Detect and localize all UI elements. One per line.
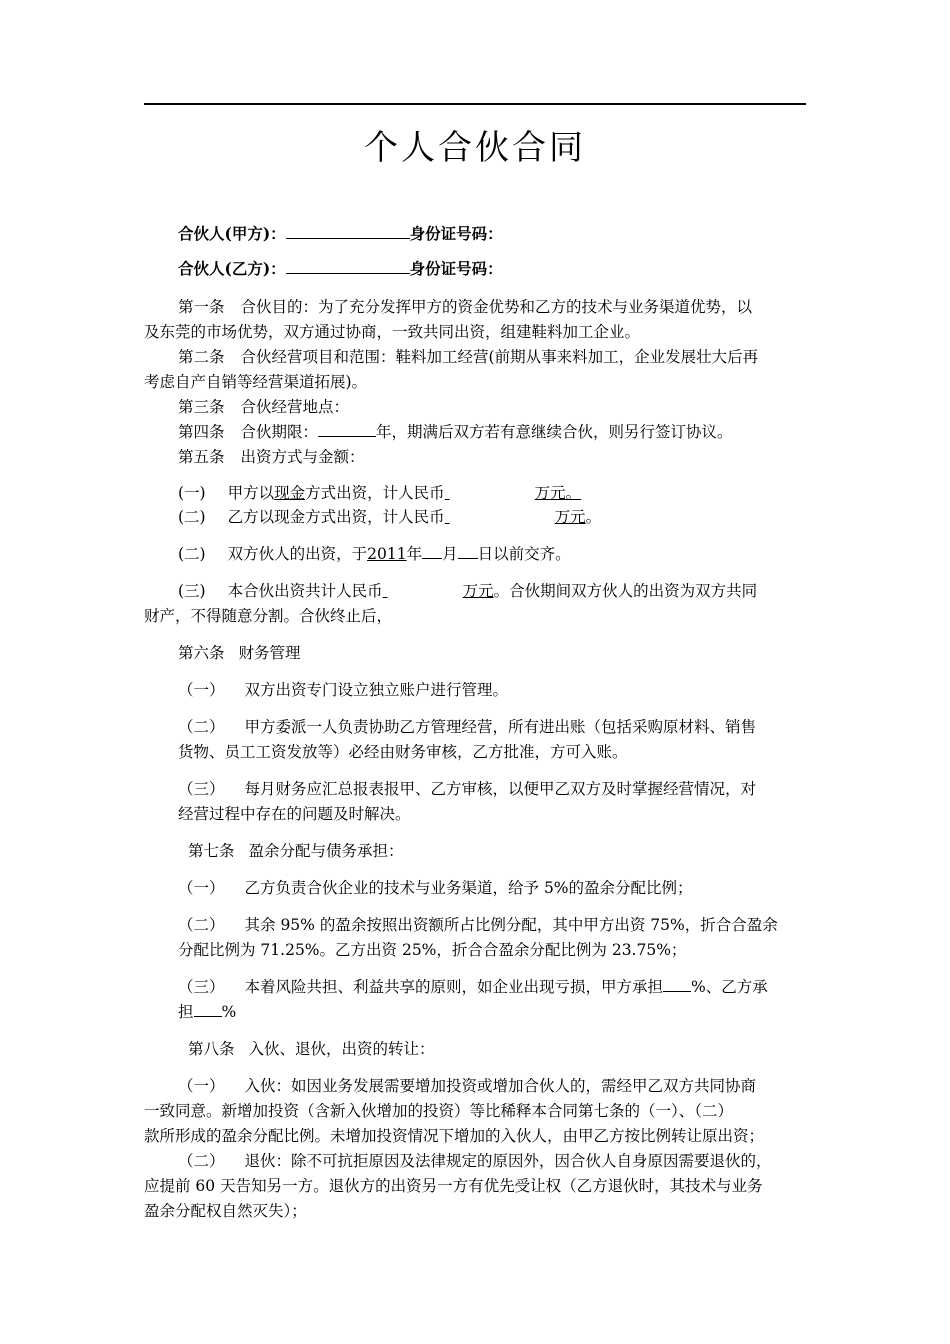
- article-8-item-1: [178, 1074, 756, 1098]
- article-4-line: [178, 420, 733, 444]
- item-number: （二）: [178, 718, 225, 736]
- party-b-line: [178, 257, 503, 281]
- article-3-line: [178, 395, 349, 419]
- item-text: 本合伙出资共计人民币: [227, 582, 383, 600]
- article-5-item-4: [178, 579, 757, 603]
- article-6-item-1: [178, 678, 508, 702]
- party-a-blank: [286, 222, 410, 239]
- article-8-item-2-line-3: 盈余分配权自然灭失）；: [144, 1202, 307, 1220]
- page-title: 个人合伙合同: [364, 128, 586, 168]
- article-6-item-2-line-2: 货物、员工工资发放等）必经由财务审核，乙方批准，方可入账。: [178, 743, 628, 761]
- item-text: 年: [406, 545, 423, 563]
- article-3-head: 第三条: [178, 398, 225, 416]
- article-1-head: 第一条: [178, 298, 225, 316]
- article-7-head: 第七条: [188, 842, 235, 860]
- article-7-item-1: [178, 876, 693, 900]
- item-number: (二): [178, 545, 206, 563]
- item-text: 双方出资专门设立独立账户进行管理。: [244, 681, 509, 699]
- item-number: (三): [178, 582, 206, 600]
- article-6-text: 财务管理: [238, 644, 301, 662]
- loss-share-b-blank: [194, 1000, 222, 1017]
- item-number: （一）: [178, 879, 225, 897]
- article-7-line: [188, 839, 404, 863]
- item-text: 乙方负责合伙企业的技术与业务渠道，给予 5%的盈余分配比例；: [244, 879, 693, 897]
- article-2-line-1: [178, 345, 758, 369]
- amount-blank: [445, 481, 535, 505]
- item-text: 方式出资，计人民币: [305, 484, 445, 502]
- article-7-item-3-line-2: [178, 1000, 236, 1024]
- article-6-item-2: [178, 715, 756, 739]
- article-7-item-3: [178, 975, 768, 999]
- item-number: （二）: [178, 1152, 225, 1170]
- unit-underlined: 万元。: [534, 484, 582, 502]
- party-b-label: 合伙人(乙方)：: [178, 259, 286, 278]
- item-text: 月: [442, 545, 458, 563]
- item-text: 双方伙人的出资，于: [227, 545, 368, 563]
- party-b-id-label: 身份证号码：: [409, 259, 503, 278]
- item-text: 担: [178, 1003, 194, 1021]
- item-text: 甲方以: [227, 484, 275, 502]
- article-6-line: [178, 641, 301, 665]
- article-8-item-1-line-2: 一致同意。新增加投资（含新入伙增加的投资）等比稀释本合同第七条的（一）、（二）: [144, 1102, 734, 1120]
- article-3-text: 合伙经营地点：: [240, 398, 350, 416]
- loss-share-a-blank: [663, 975, 691, 992]
- cash-underlined: 现金: [274, 484, 306, 502]
- amount-blank: [383, 579, 463, 603]
- amount-blank: [445, 505, 555, 529]
- article-5-item-4-line-2: 财产，不得随意分割。合伙终止后，: [144, 607, 393, 625]
- item-text: 退伙：除不可抗拒原因及法律规定的原因外，因合伙人自身原因需要退伙的，: [244, 1152, 772, 1170]
- article-8-item-2: [178, 1149, 772, 1173]
- unit-underlined: 万元: [462, 582, 494, 600]
- item-number: (一): [178, 484, 206, 502]
- item-text: 。合伙期间双方伙人的出资为双方共同: [493, 582, 758, 600]
- article-6-item-3-line-2: 经营过程中存在的问题及时解决。: [178, 805, 411, 823]
- article-5-line: [178, 445, 365, 469]
- article-6-item-3: [178, 777, 756, 801]
- article-2-head: 第二条: [178, 348, 225, 366]
- party-a-id-label: 身份证号码：: [409, 224, 503, 243]
- item-text: 其余 95% 的盈余按照出资额所占比例分配，其中甲方出资 75%，折合合盈余: [244, 916, 778, 934]
- unit-underlined: 万元: [554, 508, 586, 526]
- article-5-item-3: [178, 542, 571, 566]
- article-7-text: 盈余分配与债务承担：: [248, 842, 404, 860]
- article-4-post: 年，期满后双方若有意继续合伙，则另行签订协议。: [376, 423, 733, 441]
- article-8-item-2-line-2: 应提前 60 天告知另一方。退伙方的出资另一方有优先受让权（乙方退伙时，其技术与业务: [144, 1177, 763, 1195]
- article-2-text: 合伙经营项目和范围：鞋料加工经营(前期从事来料加工，企业发展壮大后再: [240, 348, 759, 366]
- item-number: （三）: [178, 780, 225, 798]
- item-number: （二）: [178, 916, 225, 934]
- item-text: 乙方以现金方式出资，计人民币: [227, 508, 445, 526]
- article-5-item-2: [178, 505, 601, 529]
- article-7-item-2: [178, 913, 778, 937]
- party-a-line: [178, 222, 503, 246]
- article-1-line-1: [178, 295, 752, 319]
- article-5-head: 第五条: [178, 448, 225, 466]
- party-b-blank: [286, 257, 410, 274]
- year-underlined: 2011: [367, 545, 407, 563]
- item-number: (二): [178, 508, 206, 526]
- top-rule: [144, 103, 806, 105]
- month-blank: [422, 542, 442, 559]
- article-4-head: 第四条: [178, 423, 225, 441]
- article-2-line-2: 考虑自产自销等经营渠道拓展)。: [144, 373, 368, 391]
- article-8-head: 第八条: [188, 1040, 235, 1058]
- article-6-head: 第六条: [178, 644, 225, 662]
- article-1-line-2: 及东莞的市场优势，双方通过协商，一致共同出资，组建鞋料加工企业。: [144, 323, 641, 341]
- article-5-text: 出资方式与金额：: [240, 448, 365, 466]
- item-text: %、乙方承: [691, 978, 768, 996]
- item-text: %: [221, 1003, 237, 1021]
- article-8-text: 入伙、退伙，出资的转让：: [248, 1040, 435, 1058]
- item-number: （一）: [178, 1077, 225, 1095]
- item-text: 本着风险共担、利益共享的原则，如企业出现亏损，甲方承担: [244, 978, 664, 996]
- article-4-pre: 合伙期限：: [240, 423, 319, 441]
- article-5-item-1: [178, 481, 581, 505]
- day-blank: [458, 542, 478, 559]
- item-text: 甲方委派一人负责协助乙方管理经营，所有进出账（包括采购原材料、销售: [244, 718, 757, 736]
- article-8-line: [188, 1037, 435, 1061]
- term-years-blank: [318, 420, 376, 437]
- item-number: （一）: [178, 681, 225, 699]
- item-text: 。: [585, 508, 602, 526]
- item-text: 日以前交齐。: [477, 545, 571, 563]
- article-8-item-1-line-3: 款所形成的盈余分配比例。未增加投资情况下增加的入伙人，由甲乙方按比例转让原出资；: [144, 1127, 765, 1145]
- article-1-text: 合伙目的：为了充分发挥甲方的资金优势和乙方的技术与业务渠道优势，以: [240, 298, 753, 316]
- party-a-label: 合伙人(甲方)：: [178, 224, 286, 243]
- item-number: （三）: [178, 978, 225, 996]
- item-text: 每月财务应汇总报表报甲、乙方审核，以便甲乙双方及时掌握经营情况，对: [244, 780, 757, 798]
- article-7-item-2-line-2: 分配比例为 71.25%。乙方出资 25%，折合合盈余分配比例为 23.75%；: [178, 941, 687, 959]
- item-text: 入伙：如因业务发展需要增加投资或增加合伙人的，需经甲乙双方共同协商: [244, 1077, 757, 1095]
